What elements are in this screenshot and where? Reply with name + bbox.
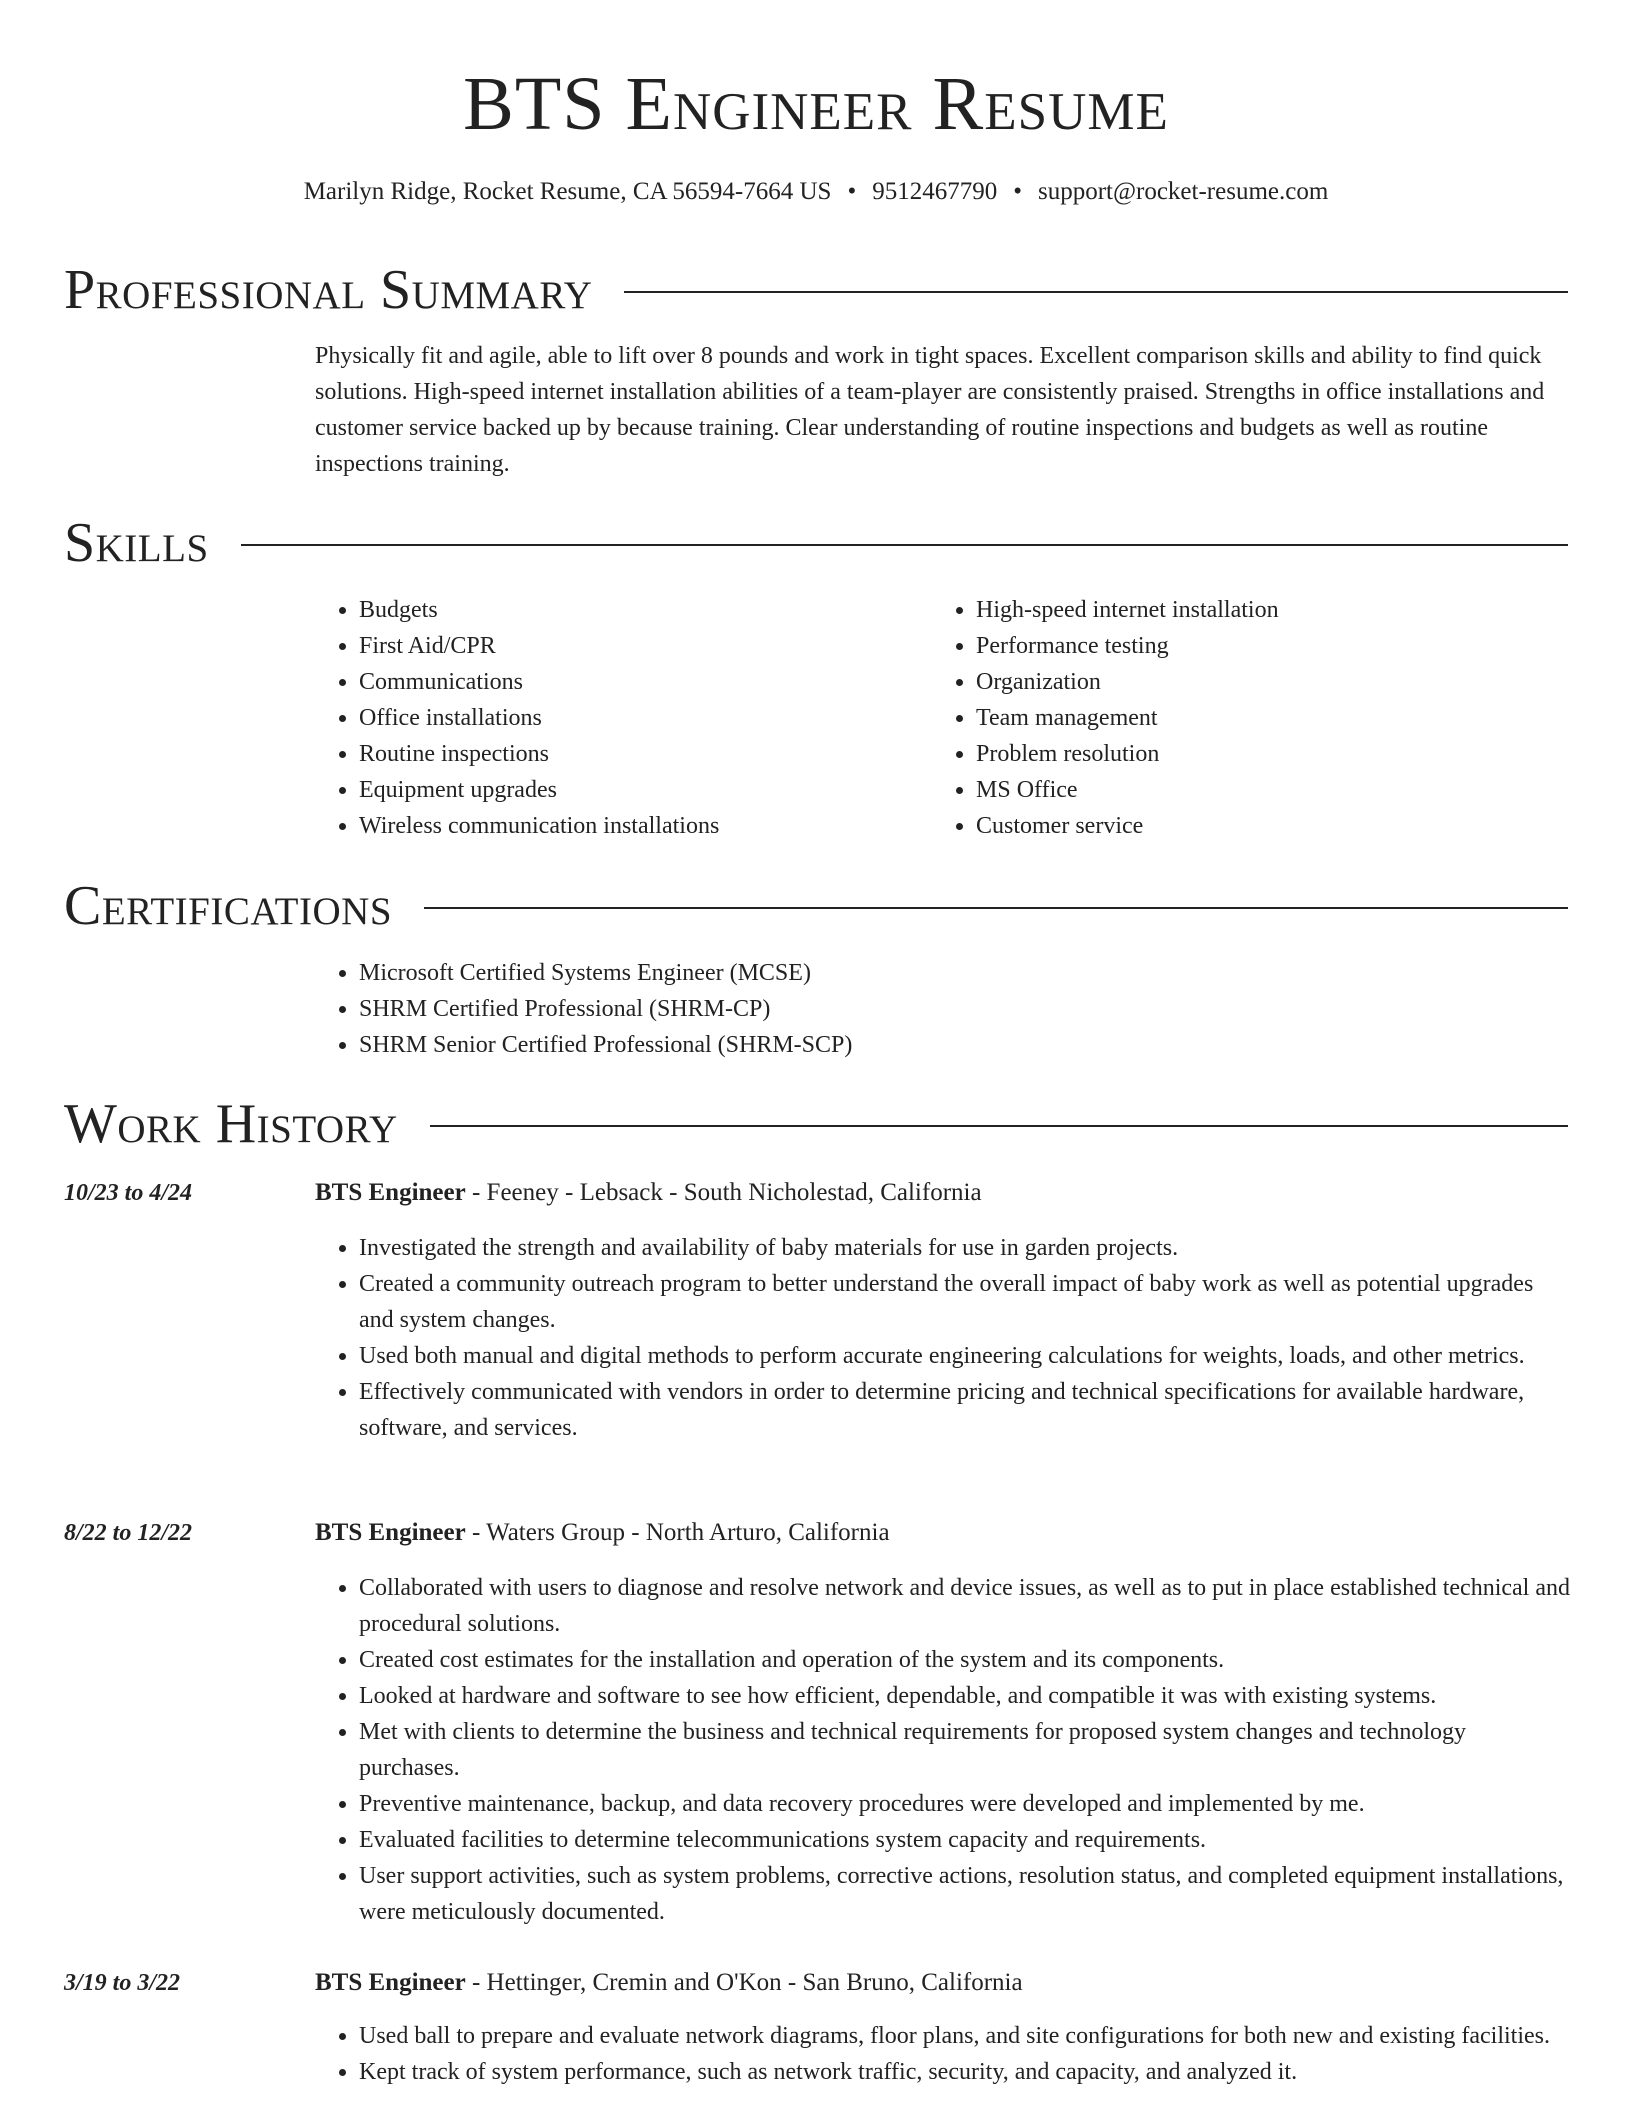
skills-right-column <box>932 592 1492 844</box>
certifications-section-header <box>64 871 1568 941</box>
resume-title: BTS Engineer Resume <box>463 62 1169 146</box>
summary-text: Physically fit and agile, able to lift over 8 pounds and work in tight spaces. Excellent comparison skills and ability to find quick solutions. High-speed internet installation abilities of a team-player are consistently praised. Strengths in office installations and customer service backed up by because training. Clear understanding of routine inspections and budgets as well as routine inspections training. <box>315 343 1545 477</box>
job-heading <box>315 1965 1570 2001</box>
section-divider <box>430 1125 1568 1127</box>
job-employer-location: - Feeney - Lebsack - South Nicholestad, California <box>465 1179 982 1206</box>
work-history-heading: Work History <box>64 1093 398 1155</box>
job-bullet: • Kept track of system performance, such as network traffic, security, and capacity, and analyzed it. <box>359 2054 1570 2090</box>
job-dates: 10/23 to 4/24 <box>64 1180 193 1206</box>
skill-item: • Communications <box>359 664 875 700</box>
summary-heading: Professional Summary <box>64 259 593 321</box>
job-role: BTS Engineer <box>315 1519 466 1546</box>
job-bullet: • Created a community outreach program to better understand the overall impact of baby work as well as potential upgrades and system changes. <box>359 1266 1570 1338</box>
contact-address: Marilyn Ridge, Rocket Resume, CA 56594-7664 US <box>303 178 832 205</box>
contact-phone: 9512467790 <box>872 178 998 205</box>
skill-item: • Team management <box>976 700 1492 736</box>
contact-line <box>0 172 1632 212</box>
work-history-section-header <box>64 1089 1568 1159</box>
job-bullet: • Effectively communicated with vendors in order to determine pricing and technical specifications for available hardware, software, and services. <box>359 1374 1570 1446</box>
skill-item: • Wireless communication installations <box>359 808 875 844</box>
job-bullets <box>315 1230 1570 1446</box>
job-employer-location: - Hettinger, Cremin and O'Kon - San Bruno, California <box>465 1969 1023 1996</box>
job-bullet: • Used ball to prepare and evaluate network diagrams, floor plans, and site configurations for both new and existing facilities. <box>359 2018 1570 2054</box>
skills-left-list <box>315 592 875 844</box>
job-bullet: • Created cost estimates for the installation and operation of the system and its components. <box>359 1642 1570 1678</box>
job-bullet: • Met with clients to determine the business and technical requirements for proposed system changes and technology purchases. <box>359 1714 1570 1786</box>
job-bullet: • Evaluated facilities to determine telecommunications system capacity and requirements. <box>359 1822 1570 1858</box>
certification-item: • SHRM Senior Certified Professional (SHRM-SCP) <box>359 1027 1570 1063</box>
certifications-list-wrap <box>315 955 1570 1063</box>
contact-separator: • <box>1013 178 1022 205</box>
job-dates: 8/22 to 12/22 <box>64 1520 193 1546</box>
job-bullets-wrap <box>315 1570 1570 1930</box>
job-bullets <box>315 1570 1570 1930</box>
section-divider <box>241 544 1568 546</box>
summary-section-header <box>64 255 1568 325</box>
skill-item: • Budgets <box>359 592 875 628</box>
certification-item: • SHRM Certified Professional (SHRM-CP) <box>359 991 1570 1027</box>
certification-item: • Microsoft Certified Systems Engineer (MCSE) <box>359 955 1570 991</box>
section-divider <box>424 907 1568 909</box>
skill-item: • Problem resolution <box>976 736 1492 772</box>
contact-separator: • <box>847 178 857 205</box>
skill-item: • MS Office <box>976 772 1492 808</box>
contact-email[interactable]: support@rocket-resume.com <box>1037 178 1329 205</box>
skills-left-column <box>315 592 875 844</box>
job-employer-location: - Waters Group - North Arturo, California <box>465 1519 890 1546</box>
job-heading <box>315 1175 1570 1211</box>
skills-right-list <box>932 592 1492 844</box>
skill-item: • Customer service <box>976 808 1492 844</box>
job-bullets <box>315 2018 1570 2090</box>
job-dates: 3/19 to 3/22 <box>64 1970 181 1996</box>
skills-section-header <box>64 508 1568 578</box>
skill-item: • Organization <box>976 664 1492 700</box>
skill-item: • Performance testing <box>976 628 1492 664</box>
skills-heading: Skills <box>64 512 209 574</box>
certifications-list <box>315 955 1570 1063</box>
job-bullet: • Preventive maintenance, backup, and data recovery procedures were developed and implemented by me. <box>359 1786 1570 1822</box>
job-heading <box>315 1515 1570 1551</box>
skill-item: • High-speed internet installation <box>976 592 1492 628</box>
job-bullets-wrap <box>315 2018 1570 2090</box>
skill-item: • Routine inspections <box>359 736 875 772</box>
job-bullet: • Used both manual and digital methods to perform accurate engineering calculations for weights, loads, and other metrics. <box>359 1338 1570 1374</box>
skill-item: • Equipment upgrades <box>359 772 875 808</box>
job-bullet: • Investigated the strength and availability of baby materials for use in garden projects. <box>359 1230 1570 1266</box>
skill-item: • Office installations <box>359 700 875 736</box>
job-bullet: • Looked at hardware and software to see how efficient, dependable, and compatible it was with existing systems. <box>359 1678 1570 1714</box>
job-role: BTS Engineer <box>315 1969 466 1996</box>
job-role: BTS Engineer <box>315 1179 466 1206</box>
job-bullets-wrap <box>315 1230 1570 1446</box>
certifications-heading: Certifications <box>64 875 393 937</box>
job-bullet: • Collaborated with users to diagnose and resolve network and device issues, as well as to put in place established technical and procedural solutions. <box>359 1570 1570 1642</box>
skill-item: • First Aid/CPR <box>359 628 875 664</box>
section-divider <box>624 291 1568 293</box>
job-bullet: • User support activities, such as system problems, corrective actions, resolution status, and completed equipment installations, were meticulously documented. <box>359 1858 1570 1930</box>
